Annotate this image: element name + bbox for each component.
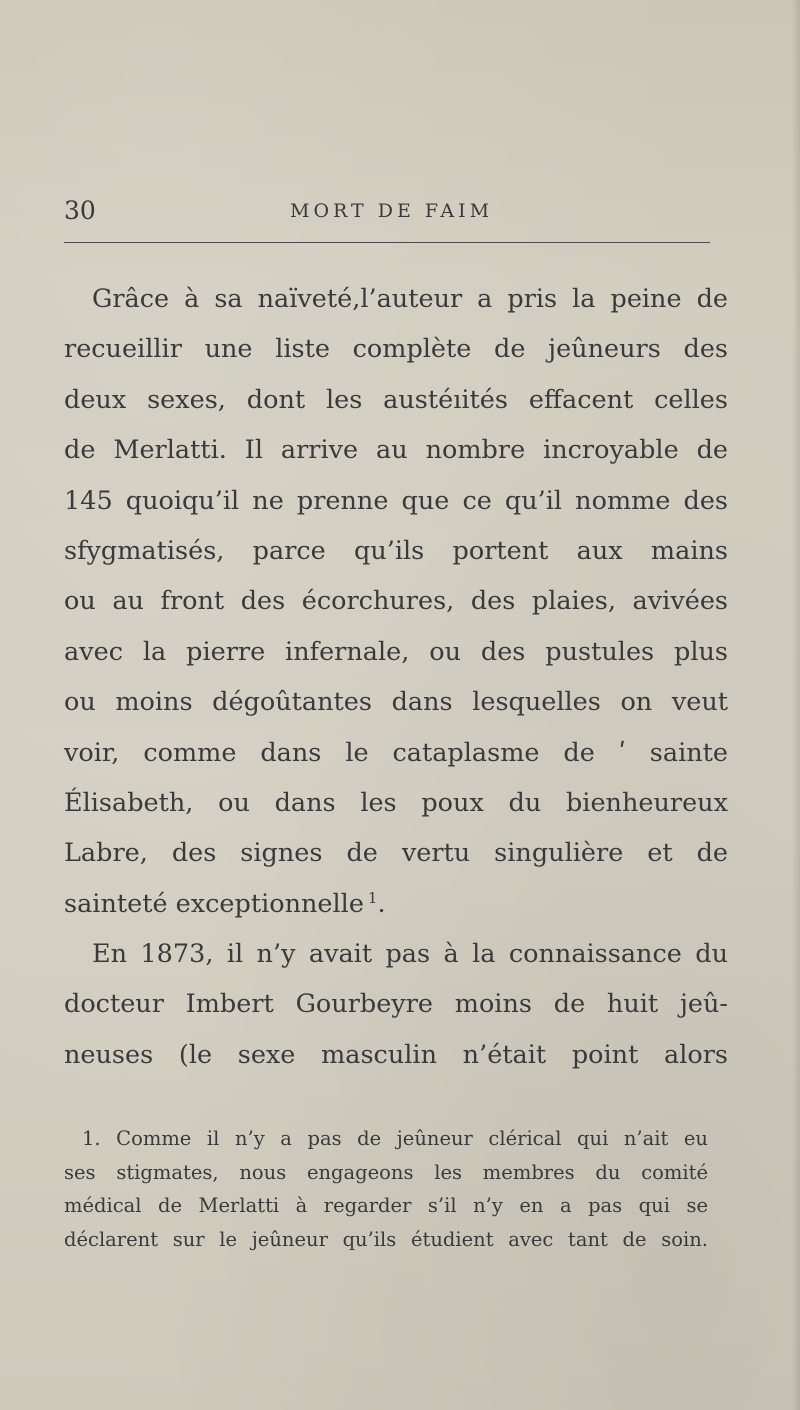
- text-line: Labre, des signes de vertu singulière et de: [64, 838, 728, 869]
- text-line: voir, comme dans le cataplasme de ʹ sainte: [64, 737, 728, 768]
- page-number: 30: [64, 196, 96, 225]
- page-header: [64, 196, 710, 228]
- footnote-reference: 1: [367, 888, 378, 907]
- sentence-end: .: [377, 888, 386, 919]
- text-line: ou moins dégoûtantes dans lesquelles on veut: [64, 687, 728, 718]
- text-line-paragraph-end: [64, 879, 728, 929]
- text-line: recueillir une liste complète de jeûneurs des: [64, 334, 728, 365]
- footnote-line: 1. Comme il n’y a pas de jeûneur clérical qui n’ait eu: [82, 1127, 708, 1150]
- footnote-block: [64, 1122, 708, 1256]
- text-line-content: sainteté exceptionnelle: [64, 888, 364, 919]
- text-line: neuses (le sexe masculin n’était point alors: [64, 1039, 728, 1070]
- text-line: En 1873, il n’y avait pas à la connaissance du: [92, 939, 728, 970]
- text-line: deux sexes, dont les austéıités effacent celles: [64, 384, 728, 415]
- text-line: sfygmatisés, parce qu’ils portent aux mains: [64, 535, 728, 566]
- text-line: de Merlatti. Il arrive au nombre incroyable de: [64, 435, 728, 466]
- footnote-line: médical de Merlatti à regarder s’il n’y en a pas qui se: [64, 1194, 708, 1218]
- running-title: MORT DE FAIM: [290, 200, 494, 222]
- text-line: Grâce à sa naïveté,l’auteur a pris la peine de: [92, 284, 728, 314]
- footnote-line: ses stigmates, nous engageons les membres du comité: [64, 1160, 708, 1184]
- text-line: 145 quoiqu’il ne prenne que ce qu’il nomme des: [64, 485, 728, 516]
- text-line: docteur Imbert Gourbeyre moins de huit jeû-: [64, 989, 728, 1020]
- main-text: [64, 274, 728, 1080]
- header-rule: [64, 242, 710, 243]
- text-line: Élisabeth, ou dans les poux du bienheureux: [64, 787, 728, 818]
- text-line: ou au front des écorchures, des plaies, avivées: [64, 586, 728, 617]
- text-line: avec la pierre infernale, ou des pustules plus: [64, 636, 728, 667]
- footnote-line: déclarent sur le jeûneur qu’ils étudient avec tant de soin.: [64, 1227, 708, 1251]
- page-edge-shadow: [792, 0, 800, 1410]
